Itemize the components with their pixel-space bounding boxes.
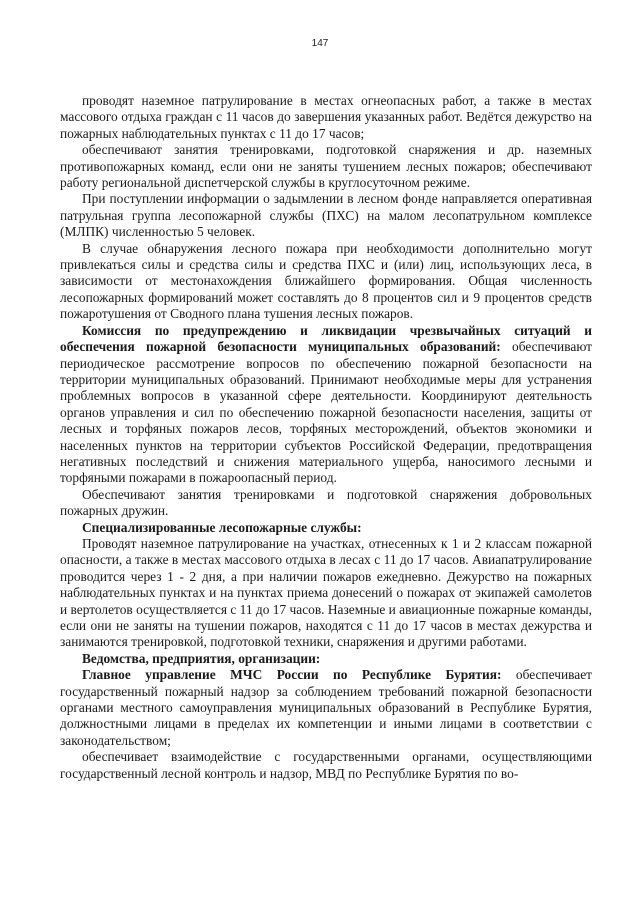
paragraph-text: проводят наземное патрулирование в местах огнеопасных работ, а также в местах массового отдыха граждан с 11 часов до завершения указанных работ. Ведётся дежурство на пожарных наблюдательных пунктах с 11 до 17 часов; [60, 93, 592, 141]
section-heading [60, 651, 592, 667]
paragraph-text: При поступлении информации о задымлении в лесном фонде направляется оперативная патрульная группа лесопожарной службы (ПХС) на малом лесопатрульном комплексе (МЛПК) численностью 5 человек. [60, 191, 592, 240]
section-heading [60, 520, 592, 536]
page-number: 147 [311, 38, 329, 49]
paragraph-text: обеспечивают периодическое рассмотрение вопросов по обеспечению пожарной безопасности на территории муниципальных образований. Принимают необходимые меры для устранения проблемных вопросов в указанной сфере деятельности. Координируют деятельность органов управления и сил по обеспечению пожарной безопасности населения, защиты от лесных и торфяных пожаров лесов, торфяных месторождений, объектов экономики и населенных пунктов на территории субъектов Российской Федерации, предотвращения негативных последствий и снижения материального ущерба, наносимого лесными и торфяными пожарами в пожароопасный период. [60, 339, 592, 486]
page-body [60, 93, 592, 782]
paragraph [60, 323, 592, 487]
paragraph-text: обеспечивает взаимодействие с государственными органами, осуществляющими государственный лесной контроль и надзор, МВД по Республике Бурятия по во- [60, 749, 592, 781]
paragraph-text: В случае обнаружения лесного пожара при необходимости дополнительно могут привлекаться силы и средства силы и средства ПХС и (или) лиц, использующих леса, в зависимости от местонахождения ближайшего формирования. Общая численность лесопожарных формирований может составлять до 8 процентов сил и 9 процентов средств пожаротушения от Сводного плана тушения лесных пожаров. [60, 240, 592, 322]
paragraph [60, 241, 592, 323]
paragraph [60, 487, 592, 520]
heading-text: Ведомства, предприятия, организации: [82, 650, 321, 666]
paragraph-lead-bold: Комиссия по предупреждению и ликвидации чрезвычайных ситуаций и обеспечения пожарной безопасности муниципальных образований: [60, 322, 592, 355]
paragraph [60, 536, 592, 651]
paragraph [60, 142, 592, 191]
paragraph-text: обеспечивают занятия тренировками, подготовкой снаряжения и др. наземных противопожарных команд, если они не заняты тушением лесных пожаров; обеспечивают работу региональной диспетчерской службы в круглосуточном режиме. [60, 142, 592, 191]
paragraph [60, 93, 592, 142]
paragraph-lead-bold: Главное управление МЧС России по Республике Бурятия: [82, 667, 502, 683]
paragraph [60, 191, 592, 240]
paragraph-text: Проводят наземное патрулирование на участках, отнесенных к 1 и 2 классам пожарной опасности, а также в местах массового отдыха в лесах с 11 до 17 часов. Авиапатрулирование проводится через 1 - 2 дня, а при наличии пожаров ежедневно. Дежурство на пожарных наблюдательных пунктах и на пунктах приема донесений о пожарах от экипажей самолетов и вертолетов осуществляется с 11 до 17 часов. Наземные и авиационные пожарные команды, если они не заняты на тушении пожаров, находятся с 11 до 17 часов в местах дежурства и занимаются тренировкой, подготовкой техники, снаряжения и другими работами. [60, 535, 592, 650]
paragraph [60, 749, 592, 782]
paragraph [60, 667, 592, 749]
heading-text: Специализированные лесопожарные службы: [82, 519, 362, 535]
paragraph-text: Обеспечивают занятия тренировками и подготовкой снаряжения добровольных пожарных дружин. [60, 486, 592, 519]
paragraph-text: обеспечивает государственный пожарный надзор за соблюдением требований пожарной безопасности органами местного самоуправления муниципальных образований в Республике Бурятия, должностными лицами в пределах их компетенции и иными лицами в соответствии с законодательством; [60, 667, 592, 748]
